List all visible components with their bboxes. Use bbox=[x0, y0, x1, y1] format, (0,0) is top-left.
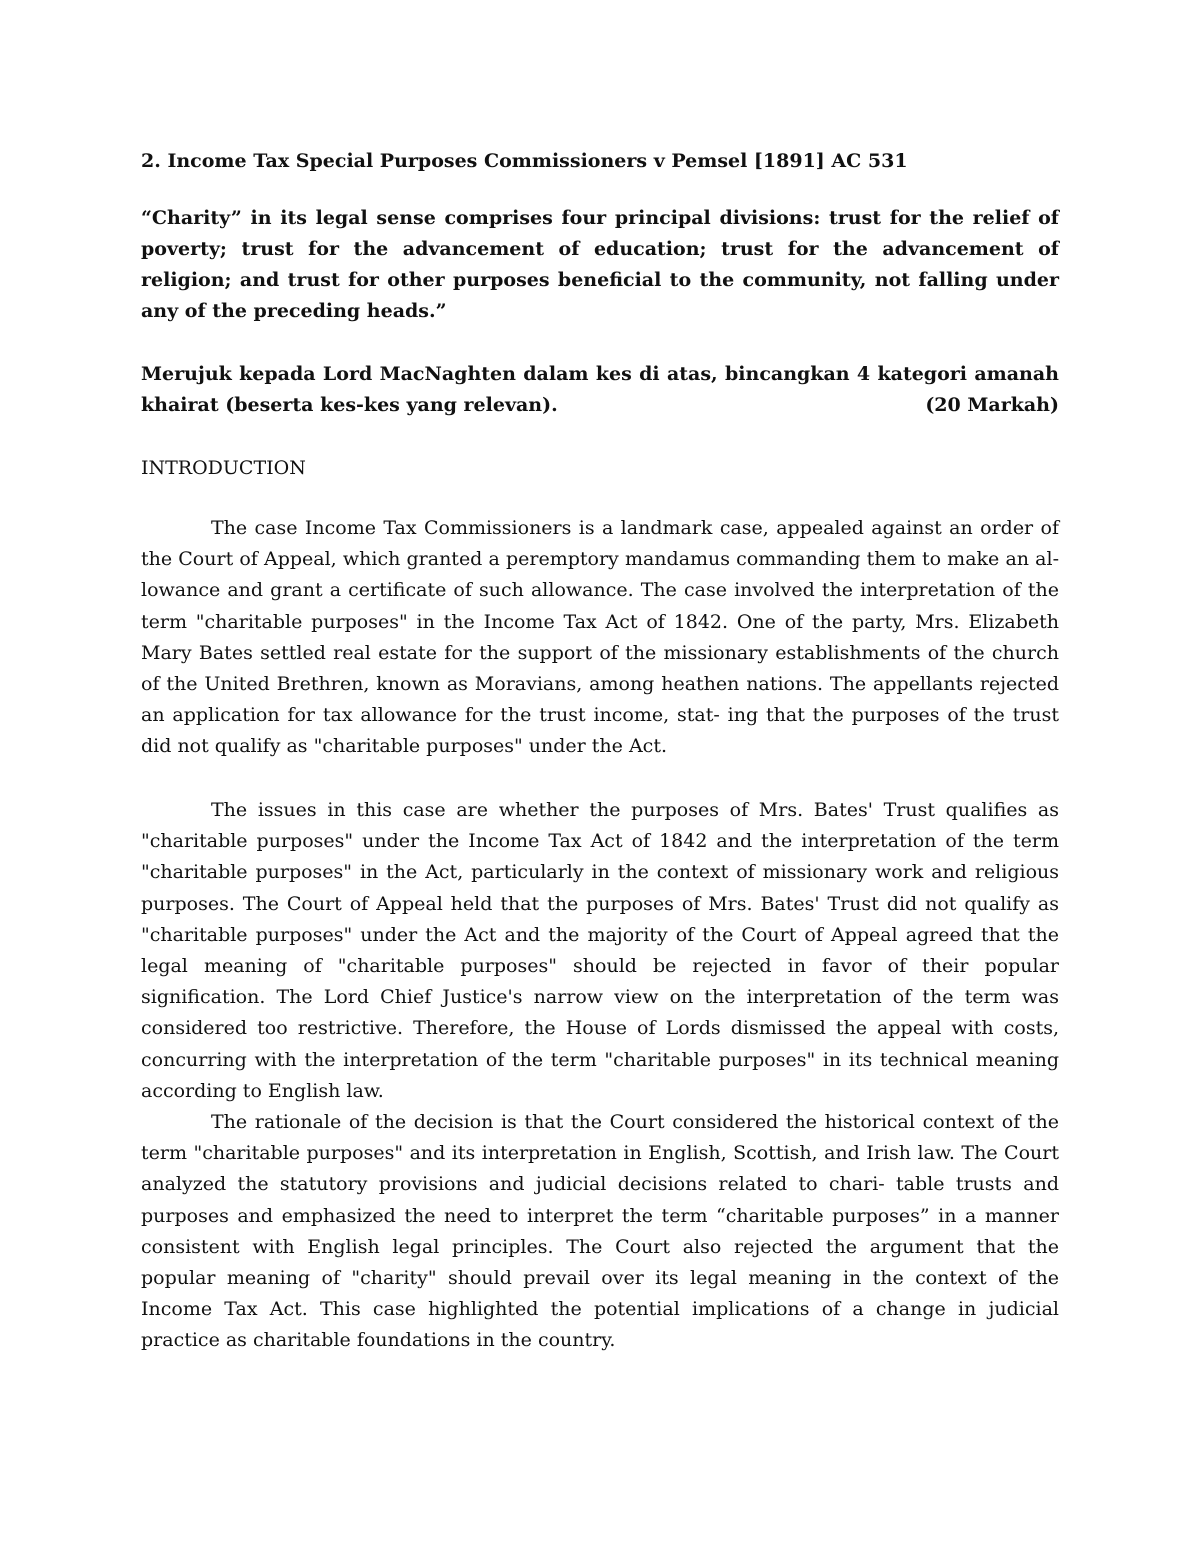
question-line-2: khairat (beserta kes-kes yang relevan). bbox=[141, 394, 558, 416]
paragraph-background: The case Income Tax Commissioners is a landmark case, appealed against an order of the Court of Appeal, which granted a peremptory mandamus commanding them to make an al- lowance and grant a certificate of such allowance. The case involved the interpretation of the term "charitable purposes" in the Income Tax Act of 1842. One of the party, Mrs. Elizabeth Mary Bates settled real estate for the support of the missionary establishments of the church of the United Brethren, known as Moravians, among heathen nations. The appellants rejected an application for tax allowance for the trust income, stat- ing that the purposes of the trust did not qualify as "charitable purposes" under the Act. bbox=[141, 517, 1059, 758]
marks-label: (20 Markah) bbox=[925, 394, 1059, 416]
section-heading-introduction: INTRODUCTION bbox=[141, 457, 306, 479]
question-line-1: Merujuk kepada Lord MacNaghten dalam kes di atas, bincangkan 4 kategori amanah bbox=[141, 363, 1059, 385]
case-title: 2. Income Tax Special Purposes Commissioners v Pemsel [1891] AC 531 bbox=[141, 150, 908, 172]
paragraph-issues: The issues in this case are whether the purposes of Mrs. Bates' Trust qualifies as "charitable purposes" under the Income Tax Act of 1842 and the interpretation of the term "charitable purposes" in the Act, particularly in the context of missionary work and religious purposes. The Court of Appeal held that the purposes of Mrs. Bates' Trust did not qualify as "charitable purposes" under the Act and the majority of the Court of Appeal agreed that the legal meaning of "charitable purposes" should be rejected in favor of their popular signification. The Lord Chief Justice's narrow view on the interpretation of the term was considered too restrictive. Therefore, the House of Lords dismissed the appeal with costs, concurring with the interpretation of the term "charitable purposes" in its technical meaning according to English law. bbox=[141, 799, 1059, 1102]
question-line-2-row bbox=[141, 390, 1059, 421]
exam-question bbox=[141, 359, 1059, 421]
paragraph-rationale: The rationale of the decision is that the Court considered the historical context of the term "charitable purposes" and its interpretation in English, Scottish, and Irish law. The Court analyzed the statutory provisions and judicial decisions related to chari- table trusts and purposes and emphasized the need to interpret the term “charitable purposes” in a manner consistent with English legal principles. The Court also rejected the argument that the popular meaning of "charity" should prevail over its legal meaning in the context of the Income Tax Act. This case highlighted the potential implications of a change in judicial practice as charitable foundations in the country. bbox=[141, 1111, 1059, 1352]
charity-quote: “Charity” in its legal sense comprises four principal divisions: trust for the relief of poverty; trust for the advancement of education; trust for the advancement of religion; and trust for other purposes beneficial to the community, not falling under any of the preceding heads.” bbox=[141, 207, 1059, 322]
